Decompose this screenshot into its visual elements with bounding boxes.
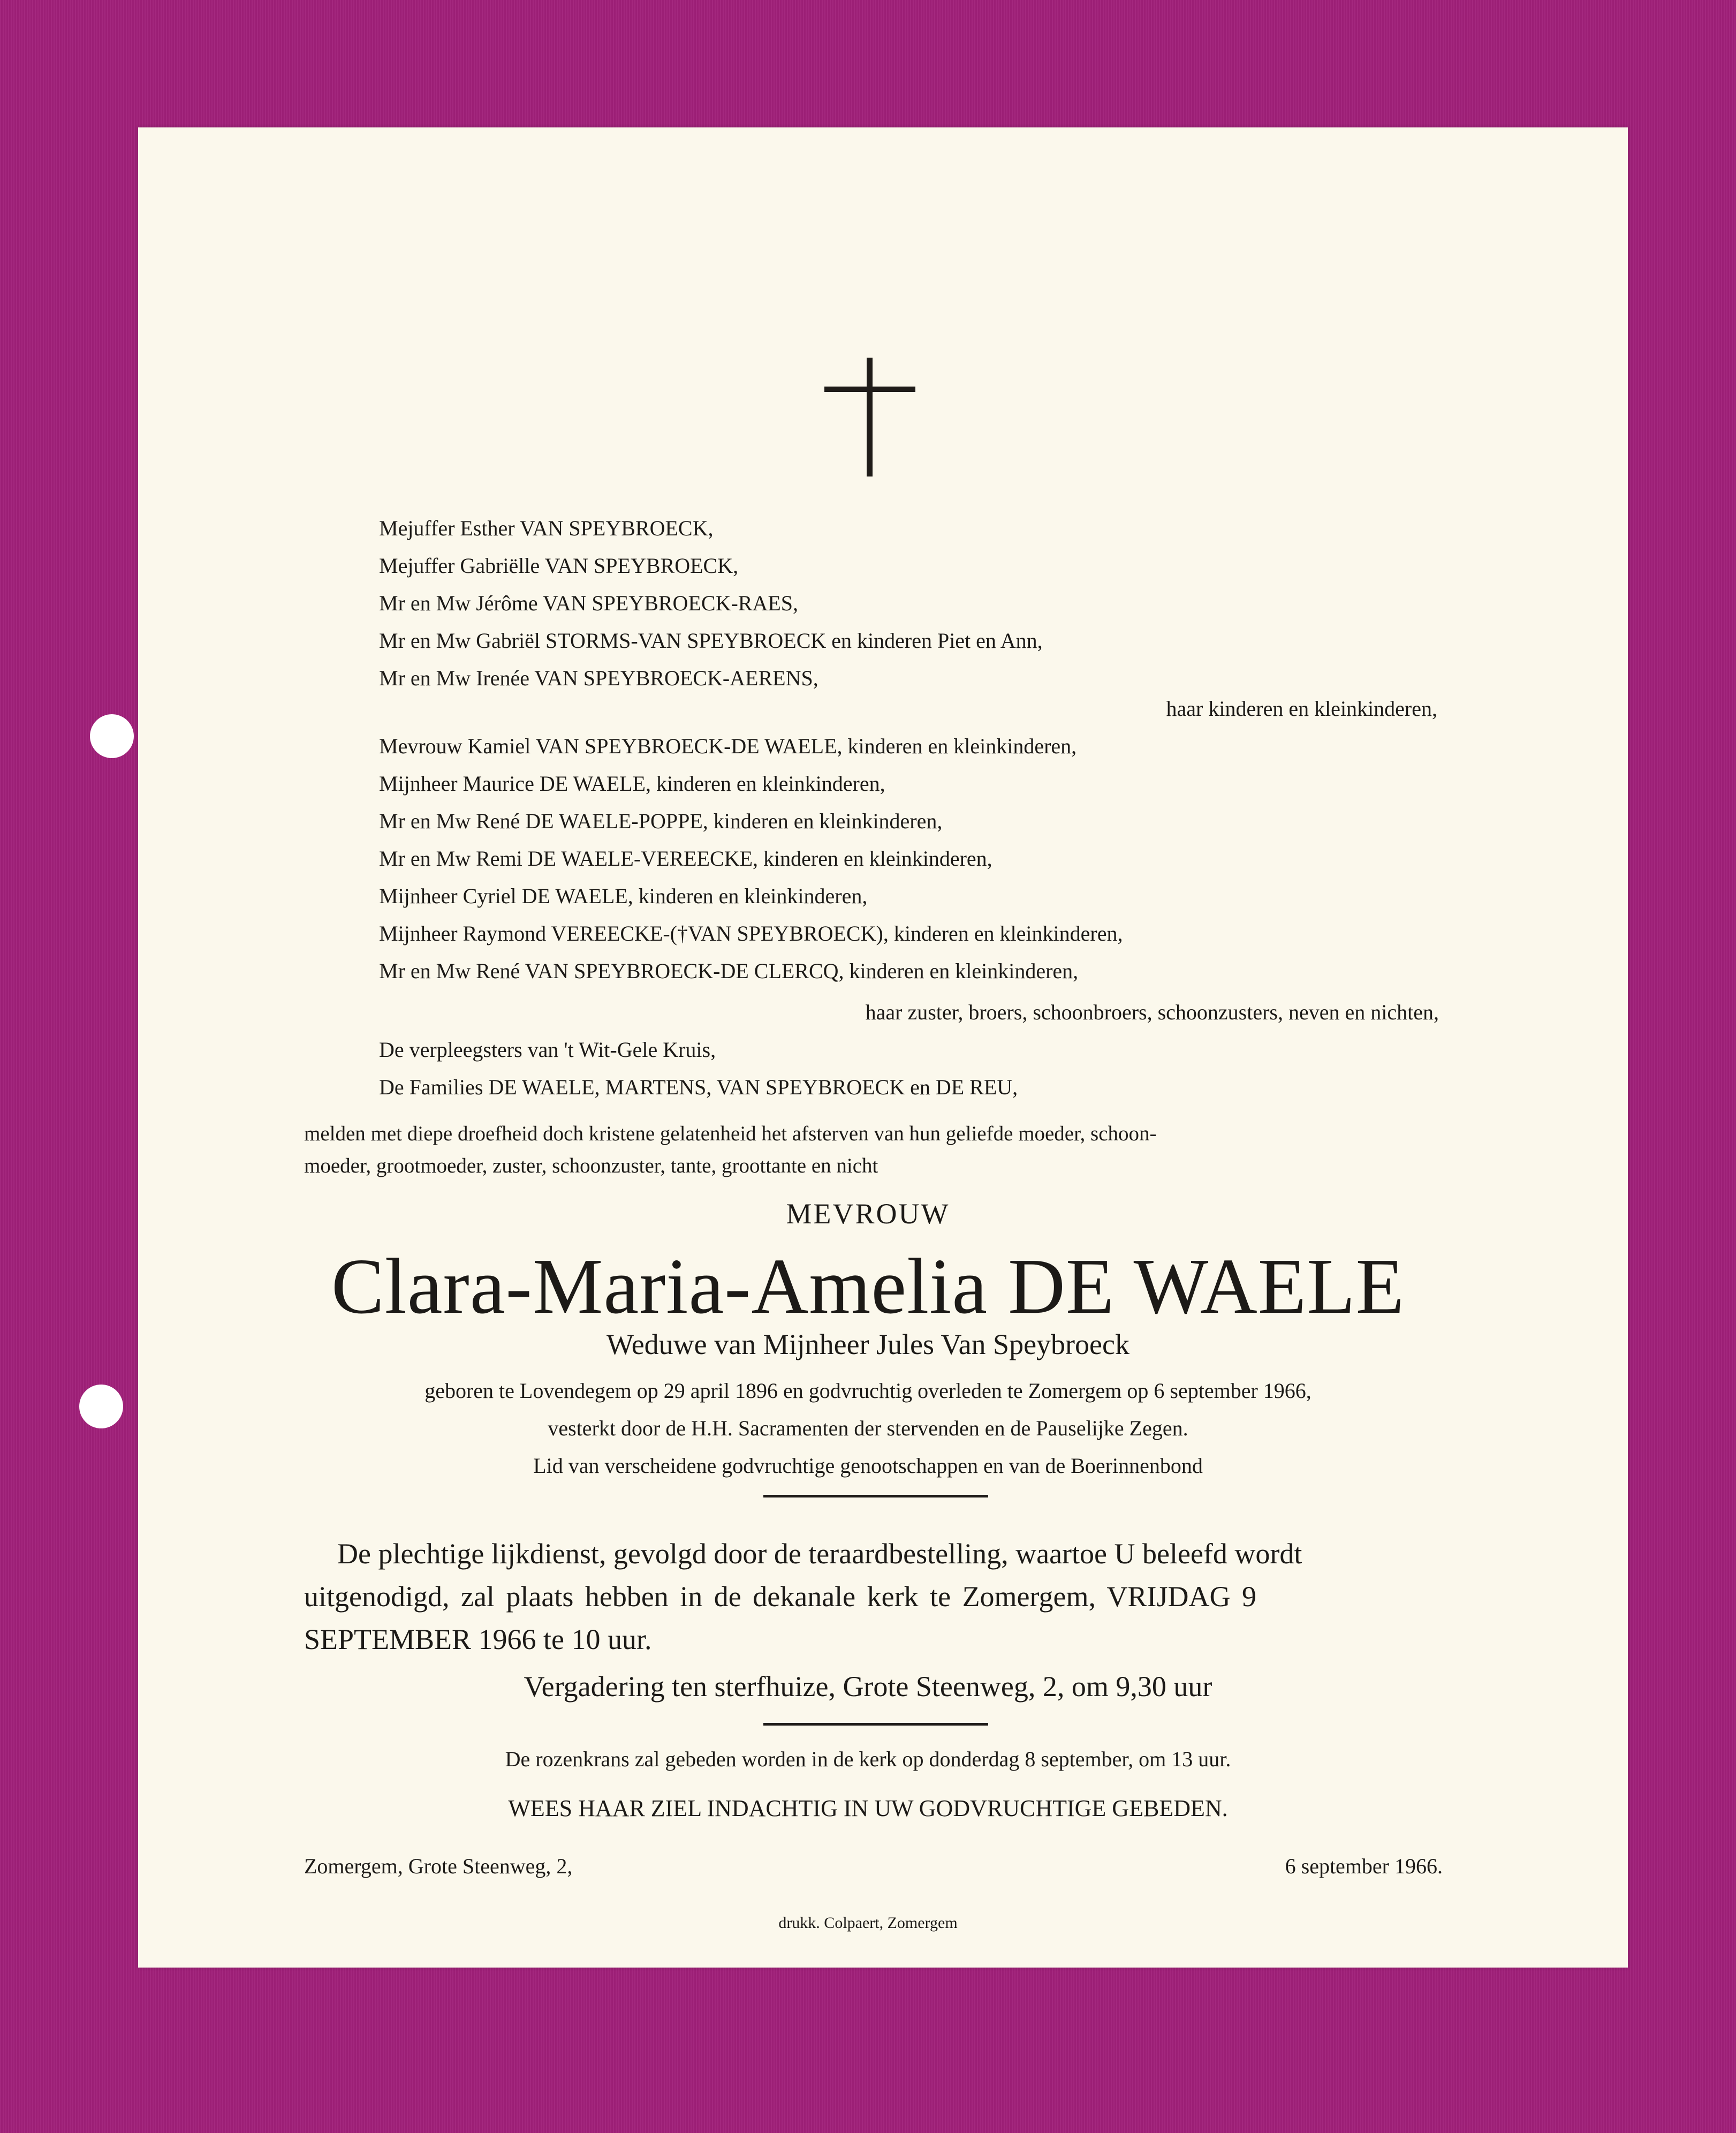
other-line: De Families DE WAELE, MARTENS, VAN SPEYBROECK en DE REU, (379, 1075, 1018, 1099)
divider-2 (763, 1723, 988, 1726)
deceased-name: Clara-Maria-Amelia DE WAELE (331, 1243, 1405, 1330)
family-line: Mr en Mw Irenée VAN SPEYBROECK-AERENS, (379, 666, 818, 690)
service-line: De plechtige lijkdienst, gevolgd door de teraardbestelling, waartoe U beleefd wordt (337, 1538, 1302, 1570)
widow-of: Weduwe van Mijnheer Jules Van Speybroeck (607, 1328, 1129, 1360)
deceased-detail: vesterkt door de H.H. Sacramenten der stervenden en de Pauselijke Zegen. (548, 1416, 1188, 1440)
family-suffix: haar kinderen en kleinkinderen, (1166, 697, 1437, 721)
family-line: Mejuffer Gabriëlle VAN SPEYBROECK, (379, 554, 739, 578)
relative-line: Mr en Mw Remi DE WAELE-VEREECKE, kinderen en kleinkinderen, (379, 846, 992, 871)
relative-line: Mr en Mw René DE WAELE-POPPE, kinderen en kleinkinderen, (379, 809, 943, 833)
announcement-line: moeder, grootmoeder, zuster, schoonzuster, tante, groottante en nicht (304, 1154, 878, 1177)
relatives-suffix: haar zuster, broers, schoonbroers, schoonzusters, neven en nichten, (865, 1000, 1439, 1024)
relative-line: Mijnheer Cyriel DE WAELE, kinderen en kleinkinderen, (379, 884, 868, 908)
relative-line: Mevrouw Kamiel VAN SPEYBROECK-DE WAELE, kinderen en kleinkinderen, (379, 734, 1077, 758)
printer-credit: drukk. Colpaert, Zomergem (778, 1914, 958, 1932)
rosary: De rozenkrans zal gebeden worden in de kerk op donderdag 8 september, om 13 uur. (505, 1747, 1231, 1771)
deceased-detail: Lid van verscheidene godvruchtige genootschappen en van de Boerinnenbond (533, 1454, 1203, 1478)
relative-line: Mijnheer Raymond VEREECKE-(†VAN SPEYBROECK), kinderen en kleinkinderen, (379, 921, 1123, 946)
footer-date: 6 september 1966. (1285, 1854, 1443, 1878)
family-line: Mr en Mw Jérôme VAN SPEYBROECK-RAES, (379, 591, 799, 615)
prayer: WEES HAAR ZIEL INDACHTIG IN UW GODVRUCHTIGE GEBEDEN. (508, 1795, 1228, 1821)
deceased-detail: geboren te Lovendegem op 29 april 1896 en godvruchtig overleden te Zomergem op 6 september 1966, (424, 1379, 1312, 1403)
service-line: uitgenodigd, zal plaats hebben in de dekanale kerk te Zomergem, VRIJDAG 9 (304, 1580, 1257, 1613)
gathering: Vergadering ten sterfhuize, Grote Steenweg, 2, om 9,30 uur (524, 1670, 1212, 1703)
service-line: SEPTEMBER 1966 te 10 uur. (304, 1623, 652, 1655)
family-line: Mr en Mw Gabriël STORMS-VAN SPEYBROECK en kinderen Piet en Ann, (379, 629, 1043, 653)
relative-line: Mijnheer Maurice DE WAELE, kinderen en kleinkinderen, (379, 771, 885, 796)
other-line: De verpleegsters van 't Wit-Gele Kruis, (379, 1038, 716, 1062)
announcement-line: melden met diepe droefheid doch kristene gelatenheid het afsterven van hun geliefde moeder, schoon- (304, 1122, 1157, 1145)
deceased-title: MEVROUW (786, 1198, 950, 1230)
cross-icon (824, 358, 915, 476)
relative-line: Mr en Mw René VAN SPEYBROECK-DE CLERCQ, kinderen en kleinkinderen, (379, 959, 1079, 983)
family-line: Mejuffer Esther VAN SPEYBROECK, (379, 516, 714, 540)
divider-1 (763, 1495, 988, 1497)
footer-address: Zomergem, Grote Steenweg, 2, (304, 1854, 573, 1878)
binder-hole-top (90, 714, 134, 758)
